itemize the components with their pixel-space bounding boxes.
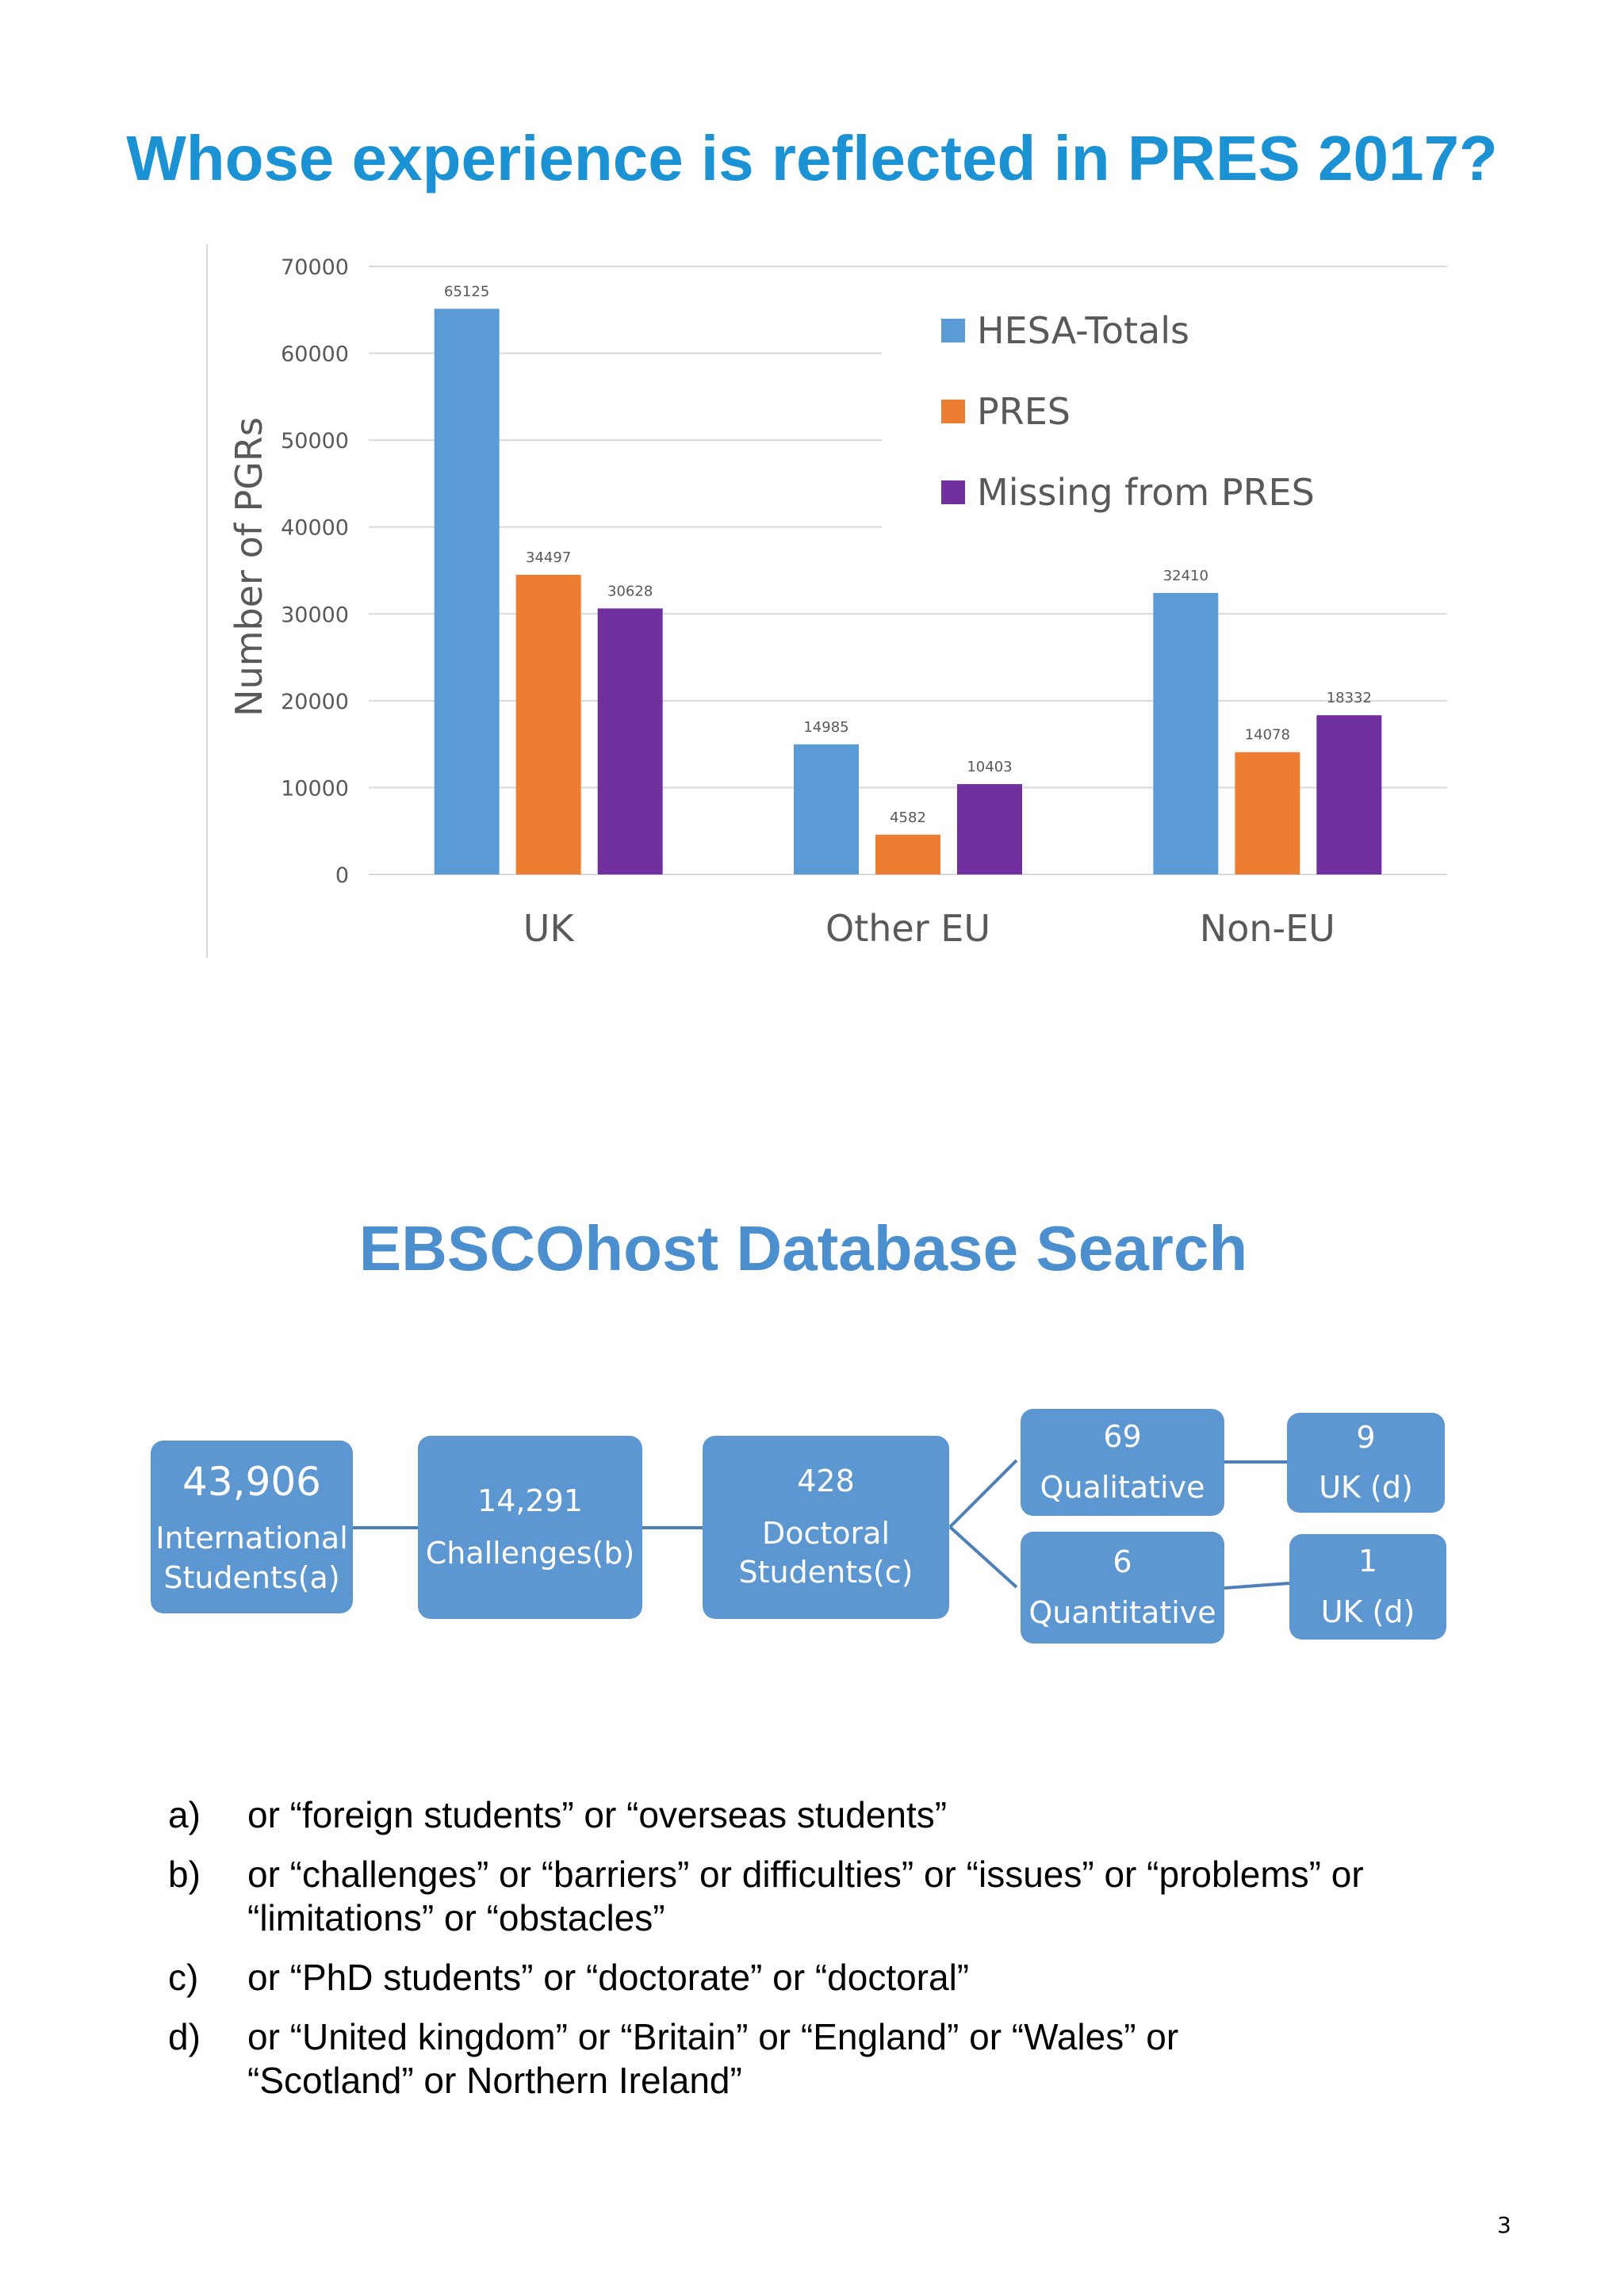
- node-label: Challenges(b): [425, 1535, 635, 1571]
- footnote-letter: a): [168, 1794, 201, 1835]
- bar-value-label: 18332: [1326, 690, 1372, 707]
- bar-chart: [0, 0, 1624, 999]
- uk-qualitative-node: [1287, 1413, 1445, 1513]
- legend-swatch: [941, 400, 965, 423]
- bar-value-label: 4582: [890, 809, 926, 826]
- footnote-letter: c): [168, 1957, 199, 1998]
- bar: [1153, 593, 1218, 874]
- footnote-c: [168, 1956, 1516, 1999]
- footnote-letter: d): [168, 2016, 201, 2057]
- node-count: 43,906: [182, 1459, 321, 1506]
- y-tick-label: 20000: [281, 689, 349, 714]
- footnote-letter: b): [168, 1854, 201, 1895]
- bar-value-label: 14985: [803, 718, 849, 736]
- bar: [516, 575, 581, 874]
- bar-value-label: 65125: [444, 283, 490, 300]
- branch-connector: [948, 1456, 1020, 1590]
- bar-value-label: 34497: [526, 549, 572, 567]
- node-count: 69: [1103, 1419, 1142, 1455]
- legend-label: HESA-Totals: [977, 309, 1189, 352]
- node-label: UK (d): [1319, 1470, 1413, 1505]
- footnote-b: [168, 1853, 1516, 1940]
- node-count: 1: [1358, 1544, 1378, 1579]
- international-students-node: [151, 1441, 353, 1613]
- bar: [875, 835, 940, 874]
- footnotes: [168, 1793, 1516, 2118]
- y-tick-label: 10000: [281, 776, 349, 802]
- bar-value-label: 32410: [1162, 567, 1208, 584]
- y-axis-label: Number of PGRs: [228, 417, 270, 717]
- node-label: Students(c): [738, 1555, 914, 1590]
- page-title: Whose experience is reflected in PRES 2017?: [126, 123, 1498, 193]
- x-category-label: UK: [523, 907, 574, 950]
- challenges-node: [418, 1436, 642, 1619]
- y-tick-label: 70000: [281, 255, 349, 280]
- node-count: 14,291: [477, 1483, 583, 1519]
- section-title: EBSCOhost Database Search: [358, 1213, 1248, 1284]
- bar-value-label: 10403: [967, 759, 1013, 776]
- connector-1: [353, 1526, 420, 1529]
- footnote-text: or “challenges” or “barriers” or difficulties” or “issues” or “problems” or “limitations” or “obstacles”: [247, 1854, 1364, 1938]
- quantitative-node: [1021, 1532, 1224, 1644]
- y-tick-label: 30000: [281, 603, 349, 628]
- bar: [1316, 715, 1381, 874]
- node-count: 6: [1113, 1544, 1132, 1580]
- node-label: Doctoral: [761, 1515, 891, 1551]
- node-label: Qualitative: [1040, 1469, 1205, 1505]
- doctoral-students-node: [703, 1436, 949, 1619]
- node-label: UK (d): [1320, 1594, 1415, 1629]
- y-tick-label: 50000: [281, 429, 349, 454]
- y-tick-label: 40000: [281, 515, 349, 541]
- footnote-d: [168, 2015, 1516, 2103]
- footnote-a: [168, 1793, 1516, 1837]
- legend-label: Missing from PRES: [977, 471, 1315, 514]
- bar: [1235, 752, 1300, 874]
- legend-swatch: [941, 480, 965, 504]
- node-count: 428: [797, 1464, 855, 1499]
- qualitative-node: [1021, 1409, 1224, 1516]
- connector-qual-uk: [1224, 1460, 1288, 1464]
- footnote-text: or “PhD students” or “doctorate” or “doctoral”: [247, 1957, 970, 1998]
- connector-quant-uk: [1224, 1581, 1289, 1590]
- legend-label: PRES: [977, 390, 1071, 433]
- x-category-label: Other EU: [825, 907, 990, 950]
- bar: [598, 608, 663, 874]
- footnote-text: or “foreign students” or “overseas students”: [247, 1794, 948, 1835]
- bar: [957, 784, 1022, 874]
- node-label: Quantitative: [1028, 1594, 1216, 1630]
- connector-2: [642, 1526, 704, 1529]
- legend-swatch: [941, 319, 965, 342]
- node-label: Students(a): [163, 1559, 340, 1595]
- uk-quantitative-node: [1289, 1534, 1446, 1640]
- y-tick-label: 60000: [281, 342, 349, 367]
- bar: [794, 744, 859, 874]
- y-tick-label: 0: [335, 863, 349, 888]
- footnote-text: or “United kingdom” or “Britain” or “England” or “Wales” or “Scotland” or Northern Ireland”: [247, 2016, 1179, 2101]
- node-label: International: [155, 1521, 348, 1556]
- page-number: 3: [1497, 2212, 1511, 2238]
- bar-value-label: 14078: [1244, 726, 1290, 744]
- bar: [435, 308, 500, 874]
- node-count: 9: [1356, 1419, 1376, 1455]
- x-category-label: Non-EU: [1199, 907, 1335, 950]
- bar-value-label: 30628: [607, 583, 653, 600]
